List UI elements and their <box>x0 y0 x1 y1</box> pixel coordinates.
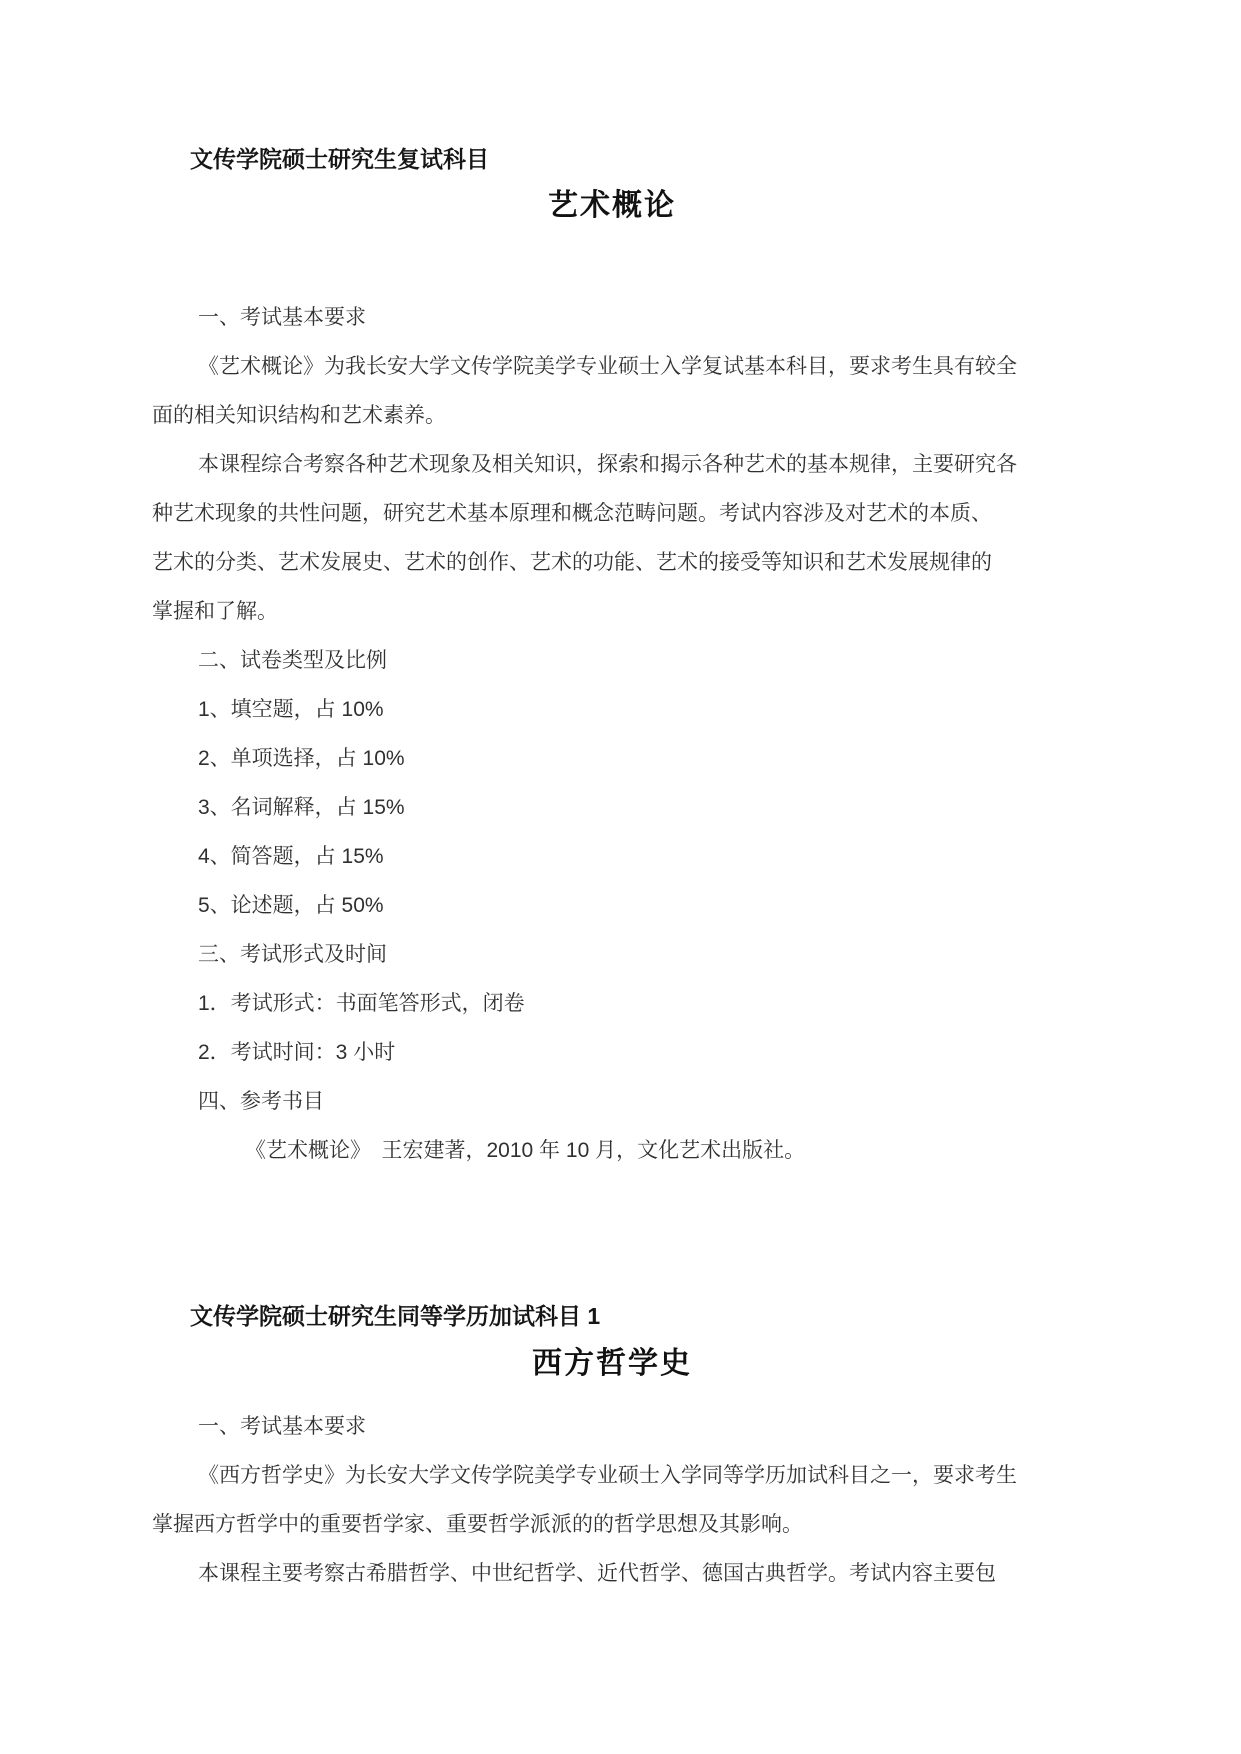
section2-title: 西方哲学史 <box>532 1347 692 1380</box>
doc-line: 本课程综合考察各种艺术现象及相关知识，探索和揭示各种艺术的基本规律，主要研究各 <box>198 453 1017 476</box>
doc-line: 2、单项选择，占 10% <box>198 747 405 770</box>
section1-title: 艺术概论 <box>548 189 676 222</box>
doc-line: 一、考试基本要求 <box>198 306 366 329</box>
doc-line: 3、名词解释，占 15% <box>198 796 405 819</box>
doc-line: 种艺术现象的共性问题，研究艺术基本原理和概念范畴问题。考试内容涉及对艺术的本质、 <box>152 502 992 525</box>
doc-line: 一、考试基本要求 <box>198 1415 366 1438</box>
doc-line: 2．考试时间：3 小时 <box>198 1041 396 1064</box>
section2-header: 文传学院硕士研究生同等学历加试科目 1 <box>190 1303 601 1329</box>
doc-line-reference: 《艺术概论》 王宏建著，2010 年 10 月，文化艺术出版社。 <box>245 1139 806 1162</box>
doc-line: 面的相关知识结构和艺术素养。 <box>152 404 446 427</box>
doc-line: 掌握西方哲学中的重要哲学家、重要哲学派派的的哲学思想及其影响。 <box>152 1513 803 1536</box>
doc-line: 5、论述题，占 50% <box>198 894 384 917</box>
doc-line: 本课程主要考察古希腊哲学、中世纪哲学、近代哲学、德国古典哲学。考试内容主要包 <box>198 1562 996 1585</box>
section1-body <box>152 293 1092 1175</box>
section2-body <box>152 1402 1092 1598</box>
section1-header: 文传学院硕士研究生复试科目 <box>190 146 489 172</box>
doc-line: 1、填空题，占 10% <box>198 698 384 721</box>
doc-line: 《西方哲学史》为长安大学文传学院美学专业硕士入学同等学历加试科目之一，要求考生 <box>198 1464 1017 1487</box>
doc-line: 二、试卷类型及比例 <box>198 649 387 672</box>
doc-line: 1．考试形式：书面笔答形式，闭卷 <box>198 992 525 1015</box>
doc-line: 4、简答题，占 15% <box>198 845 384 868</box>
doc-line: 四、参考书目 <box>198 1090 324 1113</box>
doc-line: 《艺术概论》为我长安大学文传学院美学专业硕士入学复试基本科目，要求考生具有较全 <box>198 355 1017 378</box>
doc-line: 艺术的分类、艺术发展史、艺术的创作、艺术的功能、艺术的接受等知识和艺术发展规律的 <box>152 551 992 574</box>
doc-line: 三、考试形式及时间 <box>198 943 387 966</box>
doc-line: 掌握和了解。 <box>152 600 278 623</box>
